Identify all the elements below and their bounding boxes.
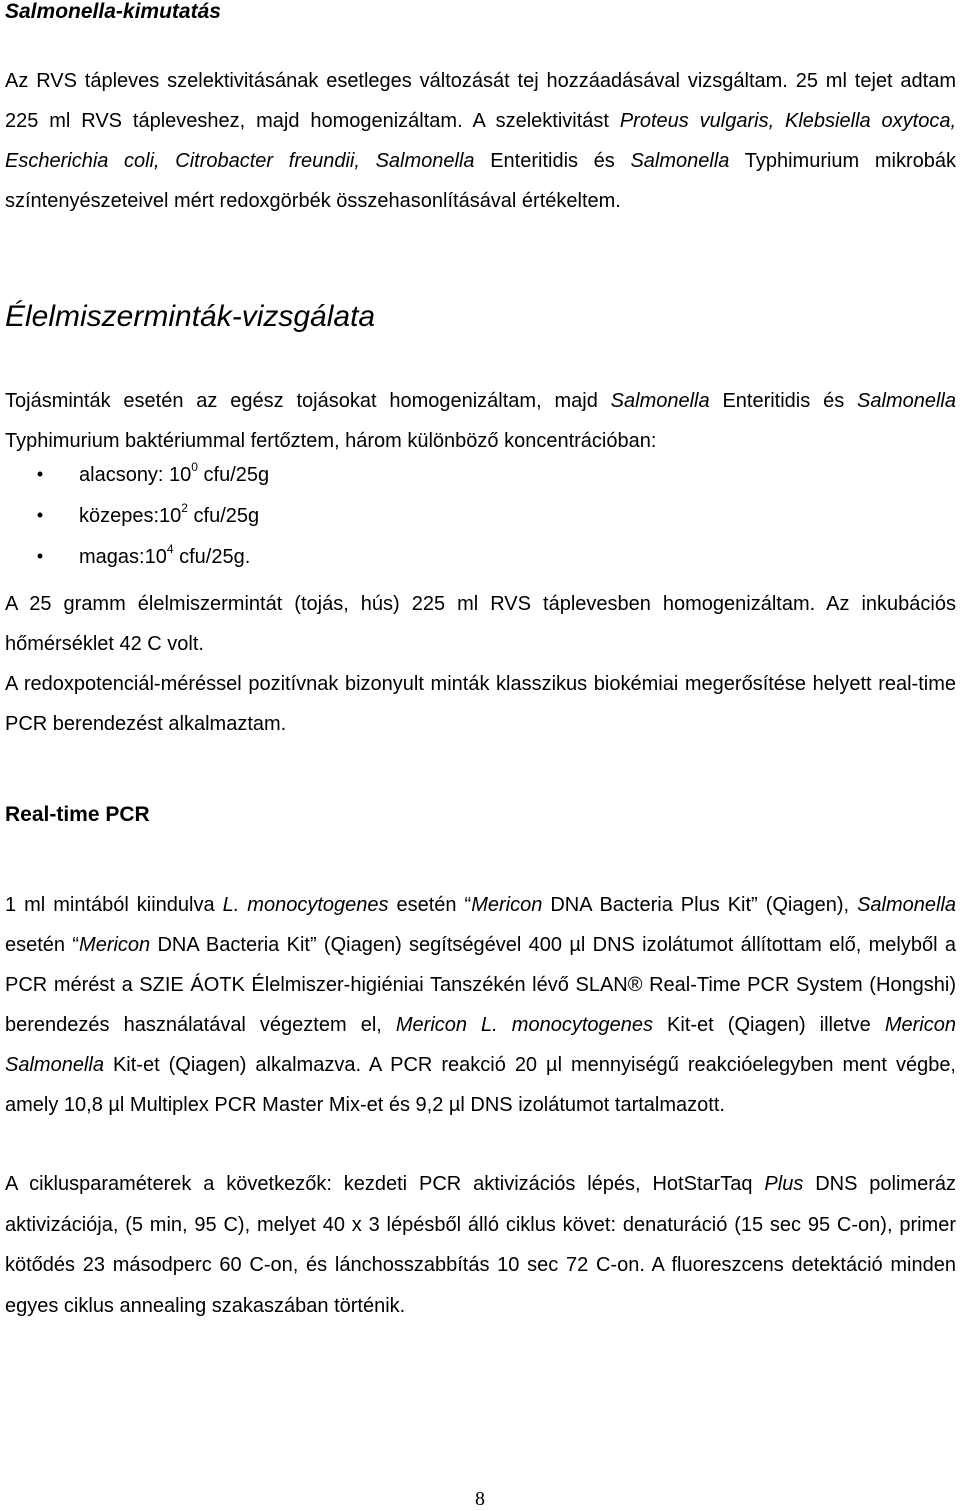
italic-run: Mericon (79, 934, 151, 956)
text-run: esetén “ (5, 934, 80, 956)
bullet-text: magas:10 (79, 546, 167, 568)
italic-run: Mericon (471, 894, 543, 916)
italic-run: Salmonella (610, 390, 710, 412)
italic-run: Plus (764, 1173, 804, 1195)
paragraph-rvs (5, 61, 956, 221)
paragraph-ciklusparameterek (5, 1164, 956, 1326)
bullet-unit: cfu/25g (197, 464, 270, 486)
text-run: 1 ml mintából kiindulva (5, 894, 223, 916)
text-run: esetén “ (388, 894, 472, 916)
text-run: DNA Bacteria Plus Kit” (Qiagen), (542, 894, 858, 916)
text-run: Az RVS tápleves szelektivitásának esetleges változását tej hozzáadásával vizsgáltam. 25 ml tejet adtam 225 ml RVS tápleveshez, majd homogenizáltam. A szelektivitást (5, 70, 956, 132)
italic-run: Mericon L. monocytogenes (395, 1014, 653, 1036)
italic-run: L. monocytogenes (222, 894, 389, 916)
text-run: Tojásminták esetén az egész tojásokat homogenizáltam, majd (5, 390, 611, 412)
italic-run: Proteus vulgaris, Klebsiella oxytoca, Escherichia coli, Citrobacter freundii, Salmonella (5, 110, 957, 172)
heading-rest: -kimutatás (115, 0, 221, 23)
text-run: DNA Bacteria Kit” (Qiagen) segítségével 400 µl DNS izolátumot állítottam elő, melyből a PCR mérést a SZIE ÁOTK Élelmiszer-higiéniai Tanszékén lévő SLAN® Real-Time PCR System (Hongshi) berendezés használatával végeztem el, (5, 934, 957, 1036)
paragraph-dns-izolalas (5, 885, 956, 1125)
bullet-text: közepes:10 (79, 505, 182, 527)
italic-run: Salmonella (857, 894, 957, 916)
bullet-icon: • (36, 464, 44, 484)
heading-real-time-pcr: Real-time PCR (5, 803, 150, 826)
page-number: 8 (475, 1488, 485, 1510)
text-run: Kit-et (Qiagen) illetve (653, 1014, 885, 1036)
text-run: Typhimurium baktériummal fertőztem, három különböző koncentrációban: (5, 430, 657, 452)
bullet-unit: cfu/25g (187, 505, 260, 527)
paragraph-25-gramm: A 25 gramm élelmiszermintát (tojás, hús) 225 ml RVS táplevesben homogenizáltam. Az inkubációs hőmérséklet 42 C volt. (5, 593, 956, 655)
bullet-exponent: 4 (166, 542, 174, 557)
text-run: Typhimurium mikrobák színtenyészeteivel mért redoxgörbék összehasonlításával értékeltem. (5, 150, 956, 212)
text-run: Enteritidis és (709, 390, 858, 412)
bullet-text: alacsony: 10 (79, 464, 192, 486)
heading-elelmiszerminta: Élelmiszerminták-vizsgálata (5, 300, 376, 333)
italic-run: Mericon Salmonella (5, 1014, 956, 1076)
text-run: Enteritidis és (474, 150, 631, 172)
bullet-exponent: 2 (181, 501, 188, 516)
italic-run: Salmonella (630, 150, 730, 172)
text-run: Kit-et (Qiagen) alkalmazva. A PCR reakció 20 µl mennyiségű reakcióelegyben ment végbe, amely 10,8 µl Multiplex PCR Master Mix-et és 9,2 µl DNS izolátumot tartalmazott. (5, 1054, 956, 1116)
bullet-exponent: 0 (191, 460, 198, 475)
bullet-unit: cfu/25g. (173, 546, 251, 568)
heading-italic: Salmonella (5, 0, 116, 23)
paragraph-redoxpotencial: A redoxpotenciál-méréssel pozitívnak bizonyult minták klasszikus biokémiai megerősítése helyett real-time PCR berendezést alkalmaztam. (5, 673, 956, 735)
text-run: DNS polimeráz aktivizációja, (5 min, 95 C), melyet 40 x 3 lépésből álló ciklus követ: denaturáció (15 sec 95 C-on), primer kötődés 23 másodperc 60 C-on, és lánchosszabbítás 10 sec 72 C-on. A fluoreszcens detektáció minden egyes ciklus annealing szakaszában történik. (5, 1173, 956, 1317)
text-run: A ciklusparaméterek a következők: kezdeti PCR aktivizációs lépés, HotStarTaq (5, 1173, 765, 1195)
bullet-icon: • (36, 505, 44, 525)
heading-salmonella-kimutatas (5, 0, 956, 24)
bullet-icon: • (36, 546, 44, 566)
paragraph-tojasmintak (5, 381, 956, 461)
italic-run: Salmonella (857, 390, 956, 412)
